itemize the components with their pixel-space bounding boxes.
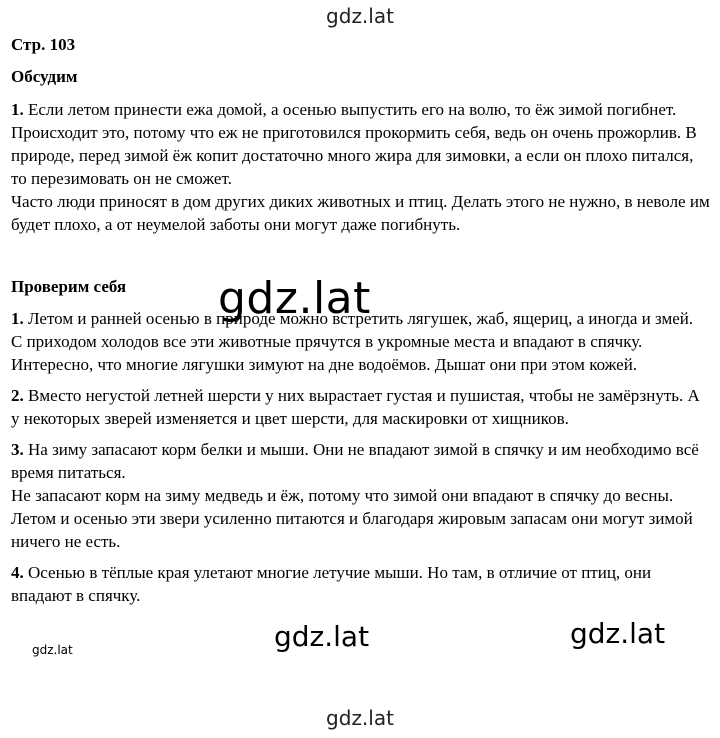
check-item-4 xyxy=(11,561,711,607)
section-title-check: Проверим себя xyxy=(11,277,127,296)
page-label: Стр. 103 xyxy=(11,35,76,54)
watermark-middle-right: gdz.lat xyxy=(570,617,666,650)
item-number: 2. xyxy=(11,386,24,405)
check-item-2 xyxy=(11,384,711,430)
discuss-item-1 xyxy=(11,98,711,190)
discuss-item-1-extra: Часто люди приносят в дом других диких животных и птиц. Делать этого не нужно, в неволе им будет плохо, а от неумелой заботы они могут даже погибнуть. xyxy=(11,192,710,234)
check-item-3-extra: Не запасают корм на зиму медведь и ёж, потому что зимой они впадают в спячку до весны. Летом и осенью эти звери усиленно питаются и благодаря жировым запасам они могут зимой ничего не есть. xyxy=(11,486,693,551)
watermark-top: gdz.lat xyxy=(326,4,394,28)
item-text: Летом и ранней осенью в природе можно встретить лягушек, жаб, ящериц, а иногда и змей. xyxy=(28,309,694,328)
item-number: 1. xyxy=(11,100,24,119)
watermark-middle-left: gdz.lat xyxy=(274,620,370,653)
section-title-discuss: Обсудим xyxy=(11,67,78,86)
item-text: На зиму запасают корм белки и мыши. Они не впадают зимой в спячку и им необходимо всё время питаться. xyxy=(11,440,699,482)
item-number: 1. xyxy=(11,309,24,328)
item-text: Если летом принести ежа домой, а осенью выпустить его на волю, то ёж зимой погибнет. Происходит это, потому что еж не приготовился прокормить себя, ведь он очень прожорлив. В природе, перед зимой ёж копит достаточно много жира для зимовки, а если он плохо питался, то перезимовать он не сможет. xyxy=(11,100,697,188)
check-item-3 xyxy=(11,438,711,484)
watermark-small: gdz.lat xyxy=(32,643,73,657)
item-number: 3. xyxy=(11,440,24,459)
item-text: Осенью в тёплые края улетают многие летучие мыши. Но там, в отличие от птиц, они впадают в спячку. xyxy=(11,563,652,605)
check-item-1-extra: С приходом холодов все эти животные прячутся в укромные места и впадают в спячку. Интересно, что многие лягушки зимуют на дне водоёмов. Дышат они при этом кожей. xyxy=(11,332,643,374)
item-text: Вместо негустой летней шерсти у них вырастает густая и пушистая, чтобы не замёрзнуть. А у некоторых зверей изменяется и цвет шерсти, для маскировки от хищников. xyxy=(11,386,700,428)
watermark-bottom: gdz.lat xyxy=(326,706,394,730)
watermark-large: gdz.lat xyxy=(218,273,371,324)
item-number: 4. xyxy=(11,563,24,582)
